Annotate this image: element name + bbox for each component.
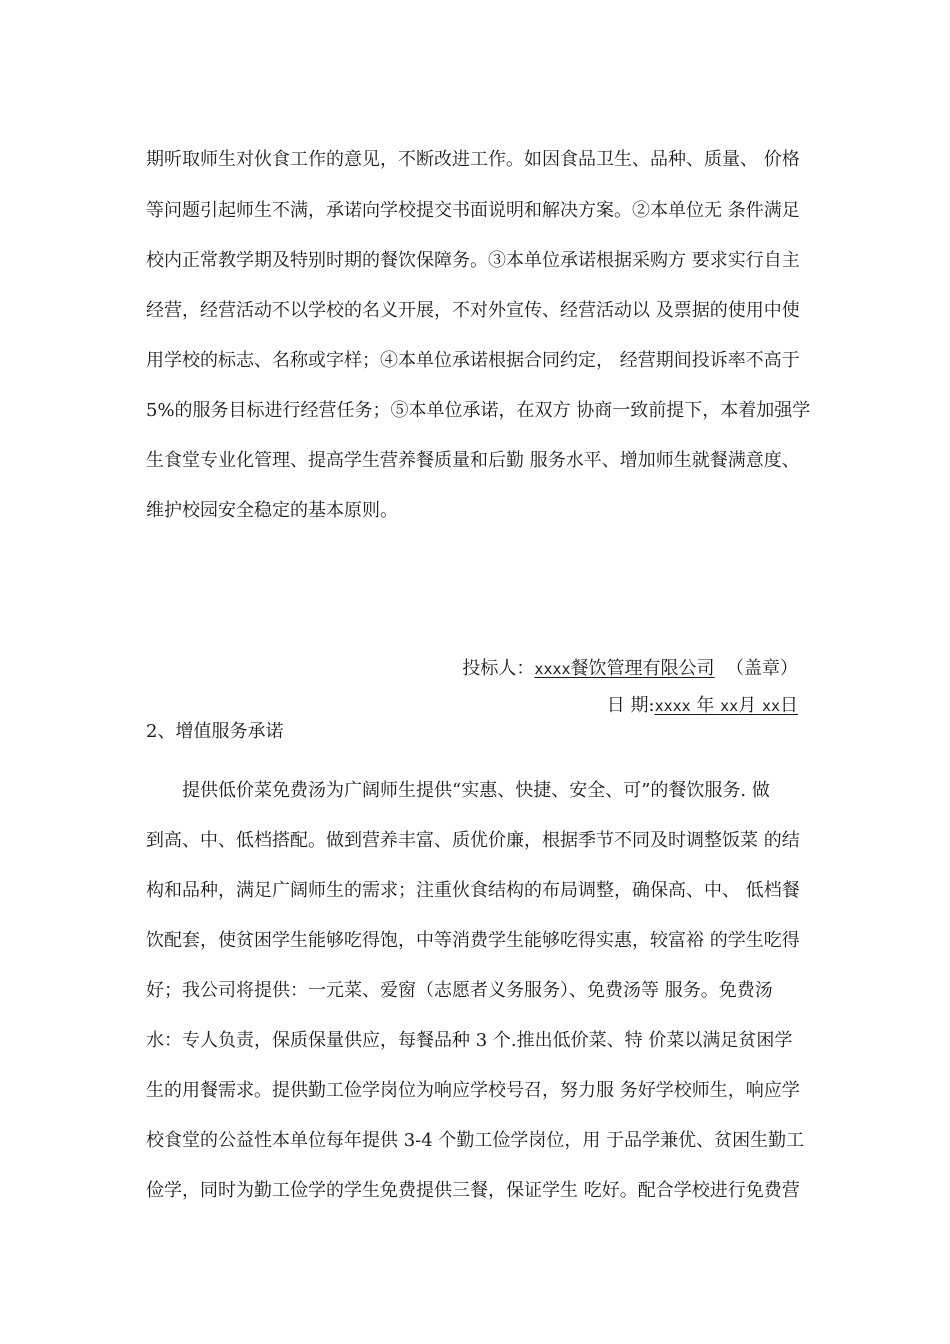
paragraph-line: 好；我公司将提供：一元菜、爱窗（志愿者义务服务）、免费汤等 服务。免费汤 (146, 980, 773, 1001)
date-value: xxxx 年 xx月 xx日 (654, 695, 798, 716)
date-label: 日 期: (606, 695, 655, 716)
paragraph-line: 等问题引起师生不满，承诺向学校提交书面说明和解决方案。②本单位无 条件满足 (146, 200, 800, 221)
bidder-label: 投标人： (462, 658, 535, 679)
bidder-signature-line (462, 657, 798, 681)
paragraph-line: 构和品种，满足广阔师生的需求；注重伙食结构的布局调整，确保高、中、 低档餐 (146, 880, 800, 901)
paragraph-line: 生食堂专业化管理、提高学生营养餐质量和后勤 服务水平、增加师生就餐满意度、 (146, 450, 800, 471)
paragraph-line: 维护校园安全稳定的基本原则。 (146, 500, 398, 521)
paragraph-line: 提供低价菜免费汤为广阔师生提供“实惠、快捷、安全、可”的餐饮服务. 做 (182, 780, 770, 801)
date-line (607, 694, 798, 718)
paragraph-line: 生的用餐需求。提供勤工俭学岗位为响应学校号召，努力服 务好学校师生，响应学 (146, 1080, 800, 1101)
paragraph-line: 水：专人负责，保质保量供应，每餐品种 3 个.推出低价菜、特 价菜以满足贫困学 (146, 1030, 793, 1051)
paragraph-line: 用学校的标志、名称或字样；④本单位承诺根据合同约定， 经营期间投诉率不高于 (146, 350, 800, 371)
paragraph-line: 期听取师生对伙食工作的意见，不断改进工作。如因食品卫生、品种、质量、 价格 (146, 149, 800, 170)
paragraph-line: 5%的服务目标进行经营任务；⑤本单位承诺，在双方 协商一致前提下，本着加强学 (146, 400, 811, 421)
section-heading: 2、增值服务承诺 (146, 721, 284, 742)
paragraph-line: 到高、中、低档搭配。做到营养丰富、质优价廉，根据季节不同及时调整饭菜 的结 (146, 830, 800, 851)
paragraph-line: 经营，经营活动不以学校的名义开展，不对外宣传、经营活动以 及票据的使用中使 (146, 300, 800, 321)
paragraph-line: 校食堂的公益性本单位每年提供 3-4 个勤工俭学岗位，用 于品学兼优、贫困生勤工 (146, 1130, 805, 1151)
paragraph-line: 饮配套，使贫困学生能够吃得饱，中等消费学生能够吃得实惠，较富裕 的学生吃得 (146, 930, 800, 951)
bidder-name: xxxx餐饮管理有限公司 (534, 658, 715, 679)
seal-label: （盖章） (726, 658, 798, 679)
paragraph-line: 俭学，同时为勤工俭学的学生免费提供三餐，保证学生 吃好。配合学校进行免费营 (146, 1180, 800, 1201)
paragraph-line: 校内正常教学期及特别时期的餐饮保障务。③本单位承诺根据采购方 要求实行自主 (146, 250, 800, 271)
